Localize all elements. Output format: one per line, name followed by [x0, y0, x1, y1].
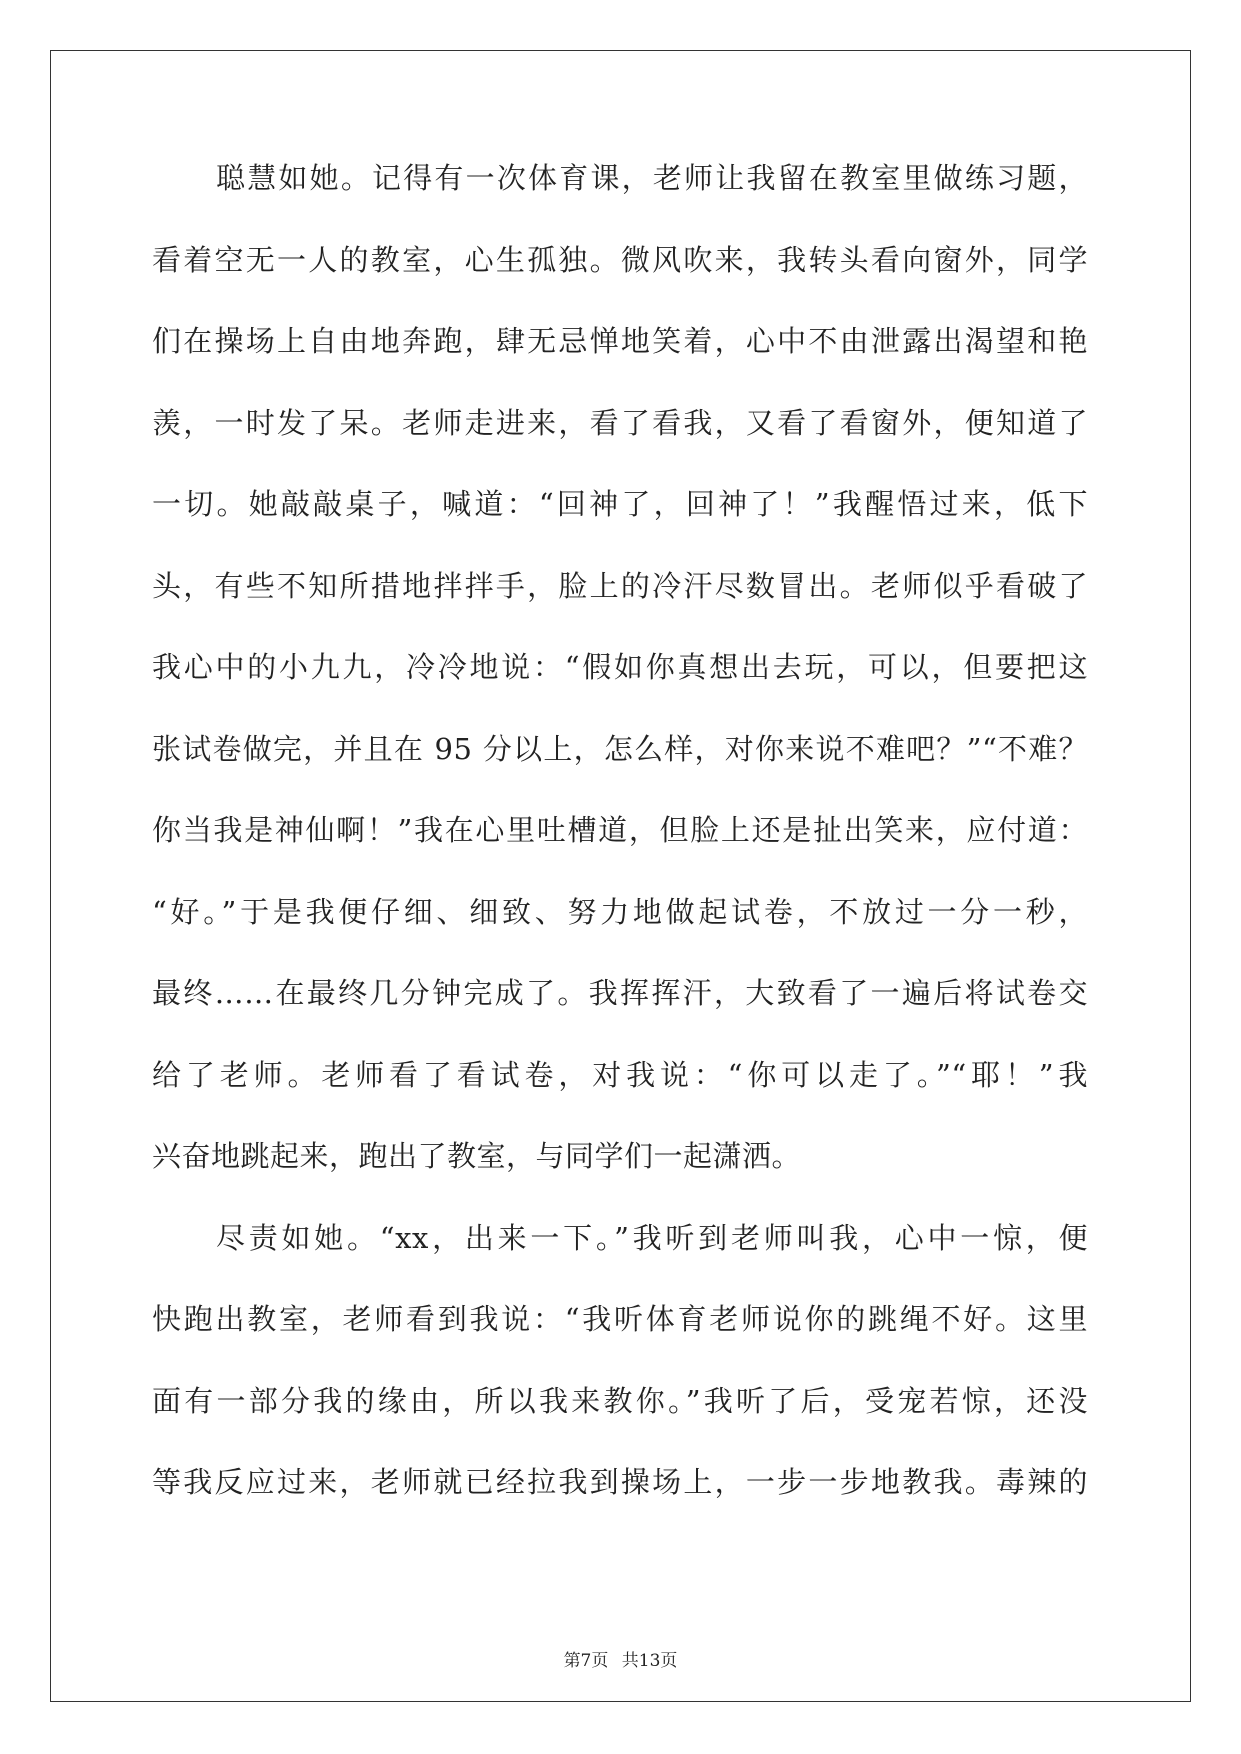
- paragraph-1-line-2: 看着空无一人的教室，心生孤独。微风吹来，我转头看向窗外，同学: [152, 242, 1088, 277]
- paragraph-2-line-2: 快跑出教室，老师看到我说：“我听体育老师说你的跳绳不好。这里: [152, 1302, 1088, 1336]
- paragraph-2-line-1: 尽责如她。“xx，出来一下。”我听到老师叫我，心中一惊，便: [216, 1220, 1088, 1255]
- paragraph-1-line-1: 聪慧如她。记得有一次体育课，老师让我留在教室里做练习题，: [216, 161, 1088, 195]
- paragraph-2-line-4: 等我反应过来，老师就已经拉我到操场上，一步一步地教我。毒辣的: [152, 1465, 1088, 1499]
- paragraph-1-line-3: 们在操场上自由地奔跑，肆无忌惮地笑着，心中不由泄露出渴望和艳: [152, 324, 1088, 358]
- page-footer: [0, 1650, 1241, 1672]
- paragraph-1-line-8: 张试卷做完，并且在 95 分以上，怎么样，对你来说不难吧？”“不难？: [152, 731, 1088, 766]
- paragraph-1-line-5: 一切。她敲敲桌子，喊道：“回神了，回神了！”我醒悟过来，低下: [152, 487, 1088, 521]
- document-body: [152, 158, 1088, 1544]
- paragraph-1-line-10: “好。”于是我便仔细、细致、努力地做起试卷，不放过一分一秒，: [152, 894, 1088, 929]
- paragraph-2-line-3: 面有一部分我的缘由，所以我来教你。”我听了后，受宠若惊，还没: [152, 1383, 1088, 1418]
- paragraph-1-line-6: 头，有些不知所措地拌拌手，脸上的冷汗尽数冒出。老师似乎看破了: [152, 568, 1088, 603]
- paragraph-1-line-12: 给了老师。老师看了看试卷，对我说：“你可以走了。”“耶！”我: [152, 1057, 1088, 1092]
- paragraph-1-line-4: 羡，一时发了呆。老师走进来，看了看我，又看了看窗外，便知道了: [152, 405, 1088, 440]
- page-number: 第7页: [563, 1651, 609, 1671]
- paragraph-1-line-11: 最终……在最终几分钟完成了。我挥挥汗，大致看了一遍后将试卷交: [152, 976, 1088, 1010]
- paragraph-1-line-7: 我心中的小九九，冷冷地说：“假如你真想出去玩，可以，但要把这: [152, 650, 1088, 684]
- page-total: 共13页: [621, 1651, 678, 1671]
- paragraph-1-line-9: 你当我是神仙啊！”我在心里吐槽道，但脸上还是扯出笑来，应付道：: [152, 813, 1088, 847]
- paragraph-1-line-13: 兴奋地跳起来，跑出了教室，与同学们一起潇洒。: [152, 1139, 802, 1173]
